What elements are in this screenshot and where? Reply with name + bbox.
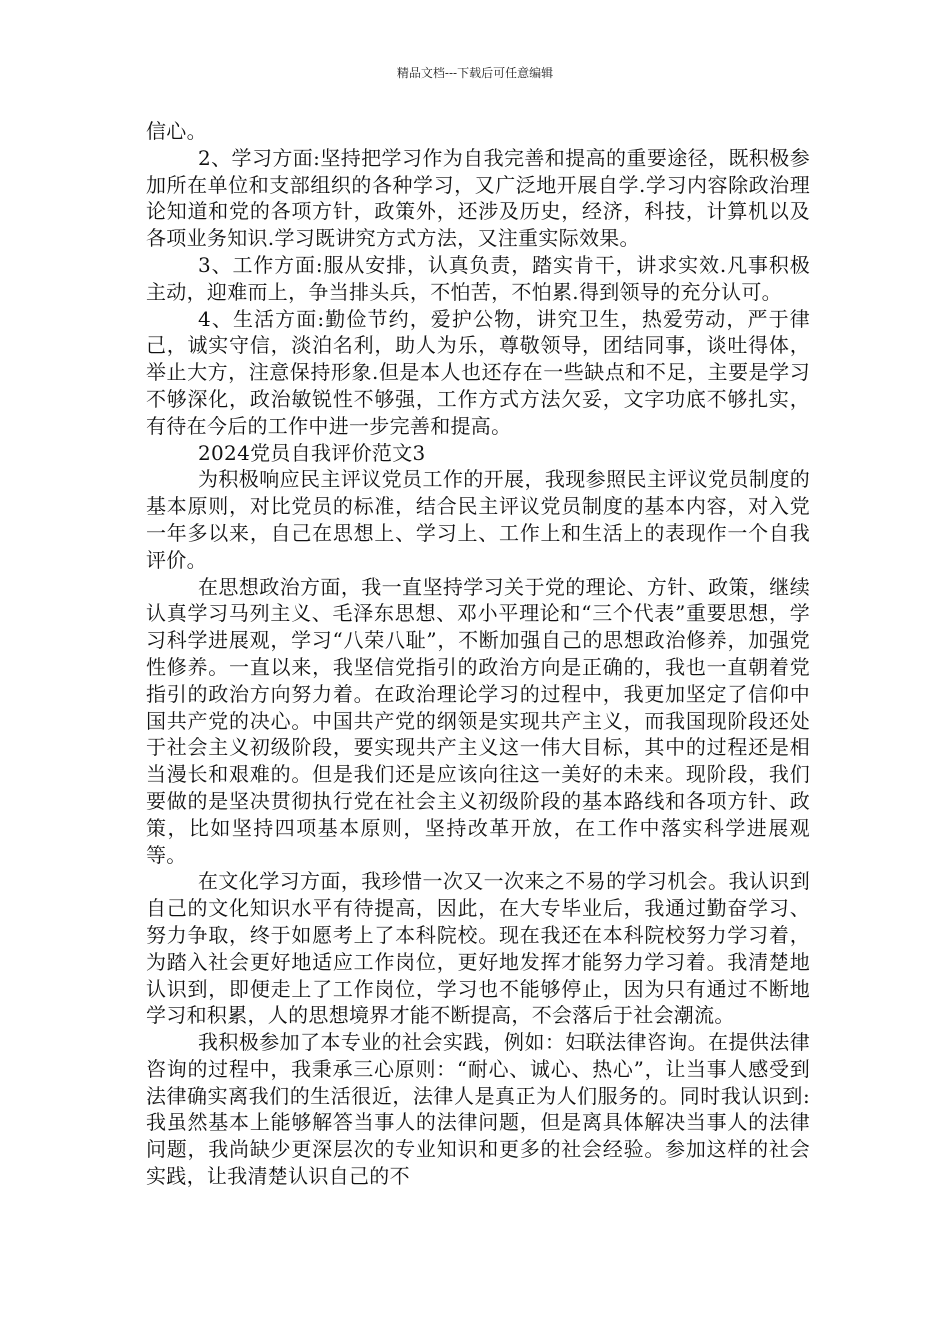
paragraph: 信心。 [146, 119, 207, 143]
paragraph: 在文化学习方面，我珍惜一次又一次来之不易的学习机会。我认识到自己的文化知识水平有待提高，因此，在大专毕业后，我通过勤奋学习、努力争取，终于如愿考上了本科院校。现在我还在本科院校努力学习着，为踏入社会更好地适应工作岗位，更好地发挥才能努力学习着。我清楚地认识到，即便走上了工作岗位，学习也不能够停止，因为只有通过不断地学习和积累，人的思想境界才能不断提高，不会落后于社会潮流。 [146, 869, 810, 1028]
paragraph: 2、学习方面:坚持把学习作为自我完善和提高的重要途径，既积极参加所在单位和支部组织的各种学习，又广泛地开展自学.学习内容除政治理论知道和党的各项方针，政策外，还涉及历史，经济，科技，计算机以及各项业务知识.学习既讲究方式方法，又注重实际效果。 [146, 145, 810, 251]
paragraph: 3、工作方面:服从安排，认真负责，踏实肯干，讲求实效.凡事积极主动，迎难而上，争当排头兵，不怕苦，不怕累.得到领导的充分认可。 [146, 252, 810, 304]
page-header: 精品文档---下载后可任意编辑 [396, 66, 554, 80]
document-body [146, 118, 810, 1190]
paragraph: 为积极响应民主评议党员工作的开展，我现参照民主评议党员制度的基本原则，对比党员的标准，结合民主评议党员制度的基本内容，对入党一年多以来，自己在思想上、学习上、工作上和生活上的表现作一个自我评价。 [146, 467, 810, 572]
section-title: 2024党员自我评价范文3 [198, 440, 426, 465]
paragraph: 4、生活方面:勤俭节约，爱护公物，讲究卫生，热爱劳动，严于律己，诚实守信，淡泊名利，助人为乐，尊敬领导，团结同事，谈吐得体，举止大方，注意保持形象.但是本人也还存在一些缺点和不足，主要是学习不够深化，政治敏锐性不够强，工作方式方法欠妥，文字功底不够扎实，有待在今后的工作中进一步完善和提高。 [146, 306, 810, 438]
paragraph: 我积极参加了本专业的社会实践，例如：妇联法律咨询。在提供法律咨询的过程中，我秉承三心原则：“耐心、诚心、热心”，让当事人感受到法律确实离我们的生活很近，法律人是真正为人们服务的。同时我认识到:我虽然基本上能够解答当事人的法律问题，但是离具体解决当事人的法律问题，我尚缺少更深层次的专业知识和更多的社会经验。参加这样的社会实践，让我清楚认识自己的不 [146, 1030, 810, 1189]
paragraph: 在思想政治方面，我一直坚持学习关于党的理论、方针、政策，继续认真学习马列主义、毛泽东思想、邓小平理论和“三个代表”重要思想，学习科学进展观，学习“八荣八耻”，不断加强自己的思想政治修养，加强党性修养。一直以来，我坚信党指引的政治方向是正确的，我也一直朝着党指引的政治方向努力着。在政治理论学习的过程中，我更加坚定了信仰中国共产党的决心。中国共产党的纲领是实现共产主义，而我国现阶段还处于社会主义初级阶段，要实现共产主义这一伟大目标，其中的过程还是相当漫长和艰难的。但是我们还是应该向往这一美好的未来。现阶段，我们要做的是坚决贯彻执行党在社会主义初级阶段的基本路线和各项方针、政策，比如坚持四项基本原则，坚持改革开放，在工作中落实科学进展观等。 [146, 574, 810, 867]
